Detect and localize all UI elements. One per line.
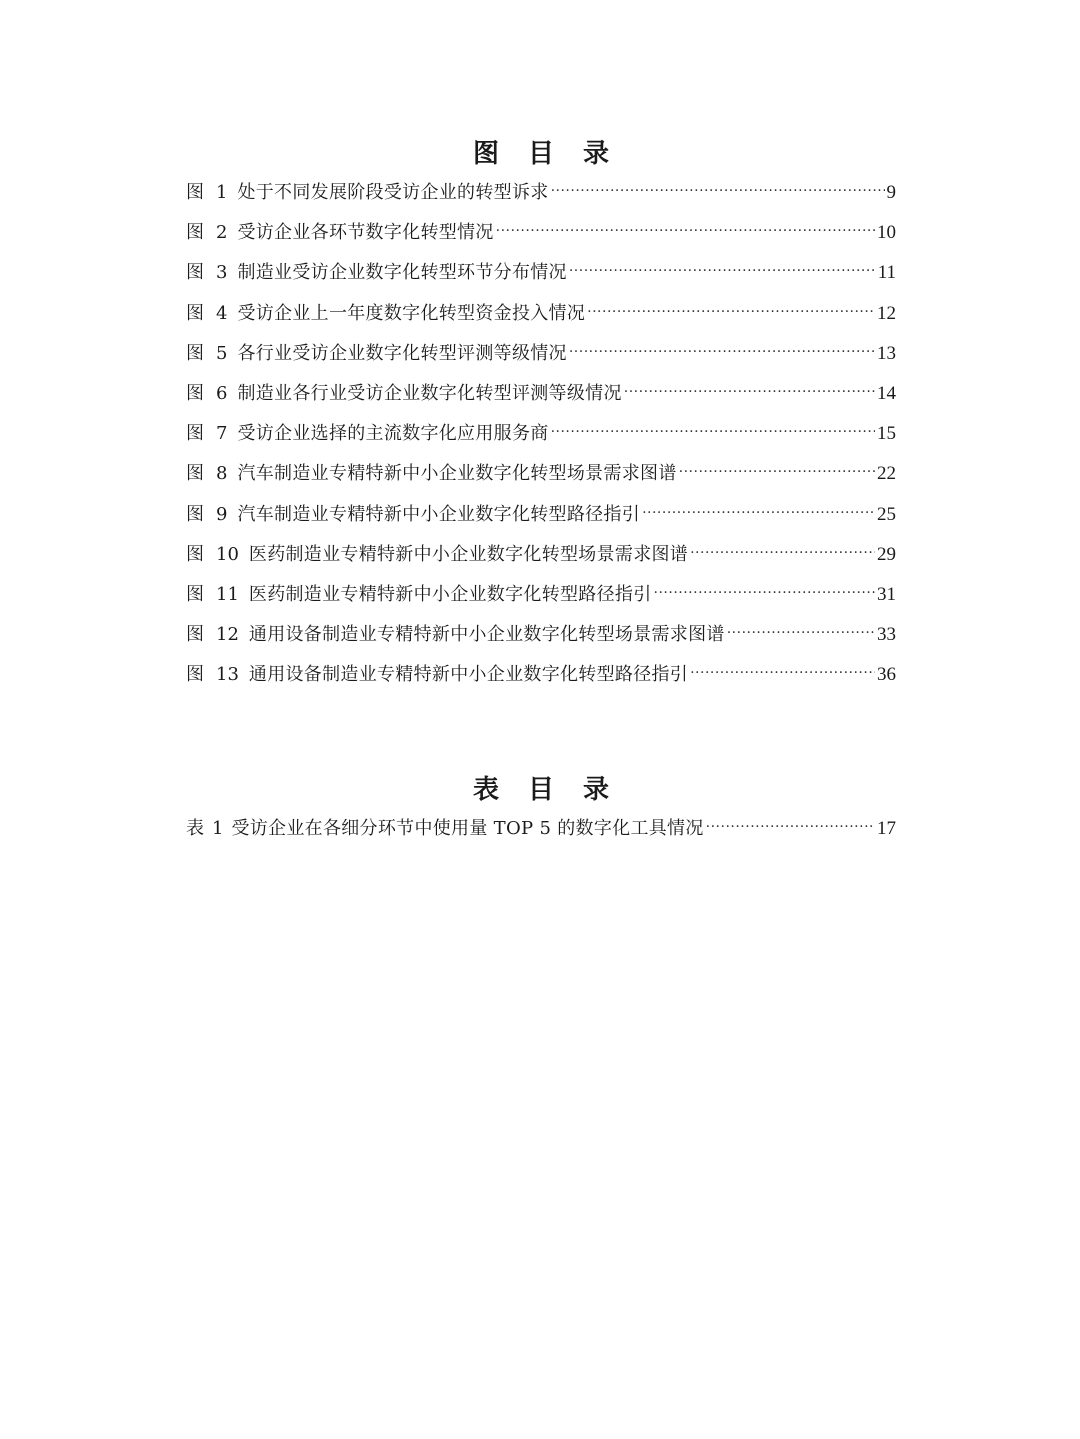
dot-leader [690,660,875,680]
entry-number: 2 [216,222,228,244]
dot-leader [690,540,875,560]
entry-number: 5 [216,342,228,364]
entry-kind: 图 [186,463,204,485]
table-list-section [186,770,896,854]
entry-title: 制造业各行业受访企业数字化转型评测等级情况 [237,382,622,404]
entry-kind: 图 [186,583,204,605]
entry-title: 通用设备制造业专精特新中小企业数字化转型场景需求图谱 [248,624,725,646]
dot-leader [706,814,875,834]
entry-page-number: 22 [877,463,896,485]
table-list-title: 表 目 录 [472,775,620,805]
figure-entry-3[interactable] [186,258,896,298]
figure-list-section [186,134,896,700]
entry-title: 汽车制造业专精特新中小企业数字化转型路径指引 [237,503,641,525]
entry-title: 制造业受访企业数字化转型环节分布情况 [237,262,567,284]
entry-page-number: 9 [886,182,896,203]
entry-kind: 图 [186,423,204,445]
entry-kind: 图 [186,503,204,525]
entry-page-number: 36 [877,664,896,686]
entry-page-number: 13 [877,342,896,364]
entry-number: 12 [216,624,239,646]
dot-leader [587,299,875,319]
entry-number: 7 [216,423,228,445]
figure-entry-11[interactable] [186,580,896,620]
entry-title: 汽车制造业专精特新中小企业数字化转型场景需求图谱 [237,463,677,485]
entry-number: 3 [216,262,228,284]
entry-number: 8 [216,463,228,485]
figure-entry-8[interactable] [186,459,896,499]
entry-page-number: 33 [877,624,896,646]
entry-kind: 图 [186,543,204,565]
dot-leader [727,620,875,640]
entry-kind: 图 [186,182,204,203]
entry-kind: 图 [186,624,204,646]
entry-kind: 图 [186,342,204,364]
entry-title: 各行业受访企业数字化转型评测等级情况 [237,342,567,364]
entry-kind: 图 [186,262,204,284]
entry-page-number: 29 [877,543,896,565]
entry-page-number: 14 [877,382,896,404]
entry-number: 13 [216,664,239,686]
figure-entry-9[interactable] [186,500,896,540]
figure-entry-10[interactable] [186,540,896,580]
entry-kind: 图 [186,302,204,324]
entry-number: 9 [216,503,228,525]
entry-title: 通用设备制造业专精特新中小企业数字化转型路径指引 [248,664,689,686]
figure-entry-2[interactable] [186,218,896,258]
entry-number: 11 [216,583,239,605]
entry-page-number: 12 [877,302,896,324]
dot-leader [569,339,875,359]
entry-page-number: 31 [877,583,896,605]
dot-leader [551,419,875,439]
dot-leader [569,258,876,278]
entry-number: 1 [212,818,224,839]
entry-title: 医药制造业专精特新中小企业数字化转型场景需求图谱 [248,543,689,565]
figure-entry-6[interactable] [186,379,896,419]
entry-page-number: 15 [877,423,896,445]
entry-page-number: 10 [877,222,896,244]
figure-list-title: 图 目 录 [472,139,620,169]
figure-entry-1[interactable] [186,178,896,218]
dot-leader [496,218,875,238]
table-entry-1[interactable] [186,814,896,854]
entry-number: 4 [216,302,228,324]
entry-title: 医药制造业专精特新中小企业数字化转型路径指引 [248,583,652,605]
figure-entry-7[interactable] [186,419,896,459]
entry-title: 受访企业上一年度数字化转型资金投入情况 [237,302,586,324]
figure-entry-5[interactable] [186,339,896,379]
entry-number: 10 [216,543,239,565]
entry-kind: 图 [186,222,204,244]
entry-number: 1 [216,182,228,203]
table-list [186,814,896,854]
entry-number: 6 [216,382,228,404]
entry-title: 受访企业选择的主流数字化应用服务商 [237,423,549,445]
entry-kind: 表 [186,818,204,839]
figure-entry-13[interactable] [186,660,896,700]
figure-entry-4[interactable] [186,299,896,339]
entry-title: 受访企业在各细分环节中使用量 TOP 5 的数字化工具情况 [231,818,704,839]
figure-entry-12[interactable] [186,620,896,660]
entry-kind: 图 [186,382,204,404]
entry-kind: 图 [186,664,204,686]
entry-page-number: 11 [877,262,896,284]
entry-page-number: 25 [877,503,896,525]
dot-leader [679,459,875,479]
figure-list [186,178,896,700]
dot-leader [624,379,875,399]
dot-leader [654,580,875,600]
entry-page-number: 17 [877,818,896,839]
dot-leader [642,500,875,520]
entry-title: 处于不同发展阶段受访企业的转型诉求 [237,182,549,203]
entry-title: 受访企业各环节数字化转型情况 [237,222,494,244]
dot-leader [551,178,885,198]
